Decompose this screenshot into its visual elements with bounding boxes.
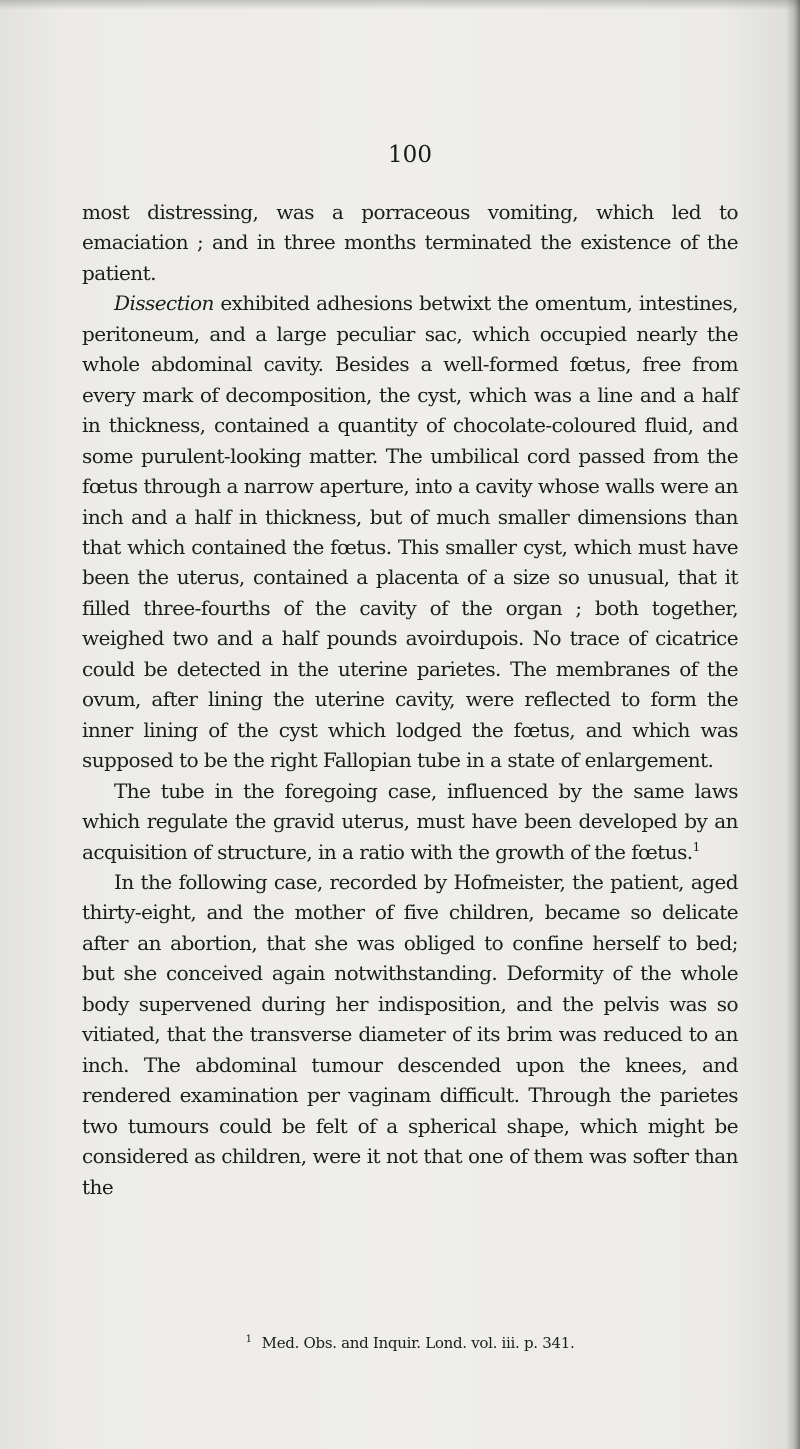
- paragraph-4-text: In the following case, recorded by Hofmeister, the patient, aged thirty-eight, and the mother of five children, became so delicate after an abortion, that she was obliged to confine herself to bed; but she conceived again notwithstanding. Deformity of the whole body supervened during her indisposition, and the pelvis was so vitiated, that the transverse diameter of its brim was reduced to an inch. The abdominal tumour descended upon the knees, and rendered examination per vaginam difficult. Through the parietes two tumours could be felt of a spherical shape, which might be considered as children, were it not that one of them was softer than the: [82, 869, 738, 1199]
- page-shadow-right: [786, 0, 800, 1449]
- paragraph-4: [82, 867, 738, 1202]
- page-shadow-top: [0, 0, 800, 10]
- paragraph-2-text: exhibited adhesions betwixt the omentum, intestines, peritoneum, and a large peculiar sac, which occupied nearly the whole abdominal cavity. Besides a well-formed fœtus, free from every mark of decomposition, the cyst, which was a line and a half in thickness, contained a quantity of chocolate-coloured fluid, and some purulent-looking matter. The umbilical cord passed from the fœtus through a narrow aperture, into a cavity whose walls were an inch and a half in thickness, but of much smaller dimensions than that which contained the fœtus. This smaller cyst, which must have been the uterus, contained a placenta of a size so unusual, that it filled three-fourths of the cavity of the organ ; both together, weighed two and a half pounds avoirdupois. No trace of cicatrice could be detected in the uterine parietes. The membranes of the ovum, after lining the uterine cavity, were reflected to form the inner lining of the cyst which lodged the fœtus, and which was supposed to be the right Fallopian tube in a state of enlargement.: [82, 291, 738, 773]
- paragraph-1-text: most distressing, was a porraceous vomiting, which led to emaciation ; and in three months terminated the existence of the patient.: [82, 200, 738, 285]
- paragraph-3: [82, 776, 738, 867]
- footnote-mark: 1: [245, 1334, 252, 1345]
- paragraph-2: [82, 288, 738, 775]
- paragraph-1: [82, 197, 738, 288]
- footnote: [0, 1334, 800, 1352]
- footnote-text: Med. Obs. and Inquir. Lond. vol. iii. p. 341.: [261, 1334, 575, 1352]
- page-number: 100: [388, 142, 432, 168]
- paragraph-3-text: The tube in the foregoing case, influenced by the same laws which regulate the gravid uterus, must have been developed by an acquisition of structure, in a ratio with the growth of the fœtus.: [82, 778, 738, 864]
- dissection-heading: Dissection: [114, 291, 214, 316]
- body-text: [82, 197, 738, 1202]
- footnote-reference[interactable]: 1: [692, 839, 700, 854]
